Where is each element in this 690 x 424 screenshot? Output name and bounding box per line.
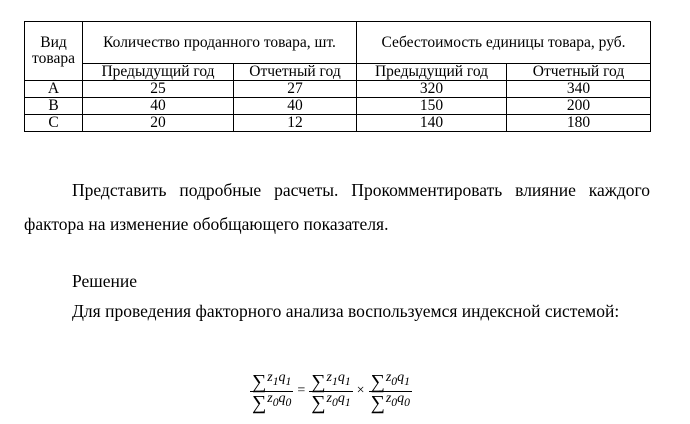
- equals-sign: =: [297, 383, 306, 398]
- cell-q0: 40: [83, 98, 234, 115]
- intro-paragraph: Для проведения факторного анализа воспользуемся индексной системой:: [72, 301, 620, 321]
- header-quantity-sold: Количество проданного товара, шт.: [83, 22, 357, 64]
- formula-term: $z_1q_1$: [267, 369, 292, 388]
- cell-z1: 200: [507, 98, 651, 115]
- solution-heading: Решение: [72, 271, 138, 291]
- header-product-type: Вид товара: [25, 22, 83, 81]
- cell-kind: B: [25, 98, 83, 115]
- sum-sign: ∑: [252, 391, 267, 414]
- cell-q1: 27: [234, 81, 357, 98]
- cell-q1: 40: [234, 98, 357, 115]
- table-row: [25, 81, 651, 98]
- cell-z0: 140: [357, 115, 507, 132]
- sum-sign: ∑: [252, 370, 267, 393]
- cell-kind: C: [25, 115, 83, 132]
- subheader-prev-year-cost: Предыдущий год: [357, 64, 507, 81]
- formula-cost-factor-fraction: [309, 371, 352, 412]
- subheader-prev-year-qty: Предыдущий год: [83, 64, 234, 81]
- formula-term: $z_0q_1$: [385, 369, 410, 388]
- table-row: [25, 115, 651, 132]
- formula-lhs-fraction: [250, 371, 293, 412]
- formula-term: $z_0q_1$: [326, 390, 351, 409]
- table-row: [25, 98, 651, 115]
- subheader-report-year-qty: Отчетный год: [234, 64, 357, 81]
- formula-term: $z_1q_1$: [326, 369, 351, 388]
- cell-kind: A: [25, 81, 83, 98]
- cell-q1: 12: [234, 115, 357, 132]
- subheader-report-year-cost: Отчетный год: [507, 64, 651, 81]
- sum-sign: ∑: [370, 391, 385, 414]
- times-sign: ×: [356, 383, 365, 398]
- cell-z0: 320: [357, 81, 507, 98]
- formula-term: $z_0q_0$: [267, 390, 292, 409]
- cell-z0: 150: [357, 98, 507, 115]
- cell-q0: 25: [83, 81, 234, 98]
- cell-z1: 340: [507, 81, 651, 98]
- formula-term: $z_0q_0$: [385, 390, 410, 409]
- cell-q0: 20: [83, 115, 234, 132]
- table-header-row: [25, 22, 651, 64]
- cell-z1: 180: [507, 115, 651, 132]
- index-system-formula: [250, 366, 412, 416]
- task-paragraph: Представить подробные расчеты. Прокомментировать влияние каждого фактора на изменение обобщающего показателя.: [24, 180, 650, 234]
- sum-sign: ∑: [311, 391, 326, 414]
- sum-sign: ∑: [370, 370, 385, 393]
- table-subheader-row: [25, 64, 651, 81]
- source-data-table: [24, 21, 651, 132]
- formula-volume-factor-fraction: [369, 371, 412, 412]
- sum-sign: ∑: [311, 370, 326, 393]
- header-unit-cost: Себестоимость единицы товара, руб.: [357, 22, 651, 64]
